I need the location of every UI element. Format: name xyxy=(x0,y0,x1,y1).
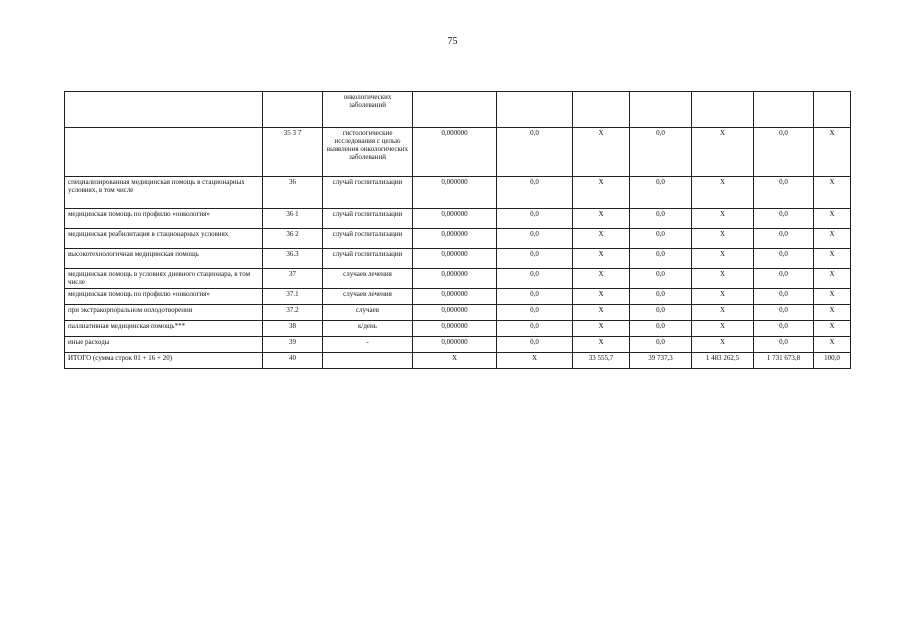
value-cell: Х xyxy=(814,229,851,249)
row-code-cell: 36 1 xyxy=(263,209,323,229)
value-cell: 0,000000 xyxy=(413,305,497,321)
row-name-cell xyxy=(65,92,263,128)
value-cell: 0,000000 xyxy=(413,229,497,249)
finance-table xyxy=(64,91,851,369)
value-cell: 0,0 xyxy=(630,289,692,305)
value-cell: 0,0 xyxy=(630,177,692,209)
value-cell: 0,0 xyxy=(630,249,692,269)
value-cell: 0,000000 xyxy=(413,128,497,177)
value-cell: Х xyxy=(573,229,630,249)
table-row xyxy=(65,229,851,249)
value-cell: Х xyxy=(814,128,851,177)
value-cell: Х xyxy=(814,269,851,289)
unit-cell: случаев лечения xyxy=(323,289,413,305)
value-cell: 0,0 xyxy=(497,249,573,269)
table-row xyxy=(65,321,851,337)
row-code-cell: 40 xyxy=(263,353,323,369)
value-cell: Х xyxy=(573,249,630,269)
value-cell: 0,0 xyxy=(497,128,573,177)
value-cell: 0,0 xyxy=(630,209,692,229)
value-cell: 0,000000 xyxy=(413,289,497,305)
value-cell: Х xyxy=(814,249,851,269)
row-name-cell: медицинская реабилитация в стационарных условиях xyxy=(65,229,263,249)
unit-cell: случай госпитализации xyxy=(323,229,413,249)
unit-cell: случай госпитализации xyxy=(323,249,413,269)
table-row xyxy=(65,289,851,305)
value-cell: 0,0 xyxy=(630,305,692,321)
value-cell: 0,0 xyxy=(497,177,573,209)
value-cell: Х xyxy=(692,337,754,353)
value-cell xyxy=(630,92,692,128)
unit-cell: к/день xyxy=(323,321,413,337)
value-cell: Х xyxy=(573,305,630,321)
value-cell: 0,0 xyxy=(630,128,692,177)
value-cell: Х xyxy=(573,177,630,209)
table-body xyxy=(65,92,851,369)
value-cell: 0,0 xyxy=(754,128,814,177)
unit-cell: онкологических заболеваний xyxy=(323,92,413,128)
value-cell: 100,0 xyxy=(814,353,851,369)
value-cell xyxy=(814,92,851,128)
value-cell: Х xyxy=(692,128,754,177)
value-cell: Х xyxy=(573,289,630,305)
value-cell: 0,0 xyxy=(630,269,692,289)
row-name-cell: ИТОГО (сумма строк 01 + 16 + 20) xyxy=(65,353,263,369)
value-cell: 0,0 xyxy=(754,229,814,249)
value-cell: 0,0 xyxy=(754,337,814,353)
row-name-cell xyxy=(65,128,263,177)
value-cell: 0,0 xyxy=(497,305,573,321)
unit-cell: - xyxy=(323,337,413,353)
value-cell: 0,0 xyxy=(630,321,692,337)
value-cell xyxy=(497,92,573,128)
value-cell: 0,0 xyxy=(754,321,814,337)
table-row xyxy=(65,305,851,321)
row-code-cell: 37.1 xyxy=(263,289,323,305)
value-cell: 0,0 xyxy=(497,209,573,229)
value-cell: 0,0 xyxy=(497,289,573,305)
value-cell: Х xyxy=(814,305,851,321)
value-cell: 0,0 xyxy=(497,229,573,249)
unit-cell xyxy=(323,353,413,369)
value-cell: Х xyxy=(814,321,851,337)
value-cell: 33 555,7 xyxy=(573,353,630,369)
value-cell: Х xyxy=(692,249,754,269)
row-name-cell: паллиативная медицинская помощь*** xyxy=(65,321,263,337)
unit-cell: случай госпитализации xyxy=(323,209,413,229)
unit-cell: случай госпитализации xyxy=(323,177,413,209)
value-cell: Х xyxy=(692,269,754,289)
value-cell: Х xyxy=(814,177,851,209)
value-cell: Х xyxy=(692,229,754,249)
value-cell: 0,0 xyxy=(630,229,692,249)
value-cell: Х xyxy=(692,289,754,305)
row-code-cell: 38 xyxy=(263,321,323,337)
value-cell: Х xyxy=(573,209,630,229)
table-row xyxy=(65,177,851,209)
value-cell: Х xyxy=(814,209,851,229)
row-code-cell: 39 xyxy=(263,337,323,353)
row-code-cell: 35 3 7 xyxy=(263,128,323,177)
value-cell: Х xyxy=(692,321,754,337)
value-cell: 1 731 673,8 xyxy=(754,353,814,369)
row-name-cell: медицинская помощь по профилю «онкология» xyxy=(65,209,263,229)
value-cell: 0,000000 xyxy=(413,321,497,337)
value-cell xyxy=(413,92,497,128)
unit-cell: случаев xyxy=(323,305,413,321)
table-row xyxy=(65,128,851,177)
value-cell: Х xyxy=(573,337,630,353)
value-cell: Х xyxy=(692,177,754,209)
value-cell: 0,0 xyxy=(497,321,573,337)
row-name-cell: медицинская помощь в условиях дневного стационара, в том числе xyxy=(65,269,263,289)
value-cell: 0,000000 xyxy=(413,337,497,353)
row-name-cell: при экстракорпоральном оплодотворении xyxy=(65,305,263,321)
value-cell: 1 483 262,5 xyxy=(692,353,754,369)
value-cell: 0,0 xyxy=(630,337,692,353)
value-cell: Х xyxy=(814,289,851,305)
value-cell: 0,000000 xyxy=(413,209,497,229)
value-cell: 0,0 xyxy=(754,305,814,321)
value-cell: Х xyxy=(573,128,630,177)
row-code-cell: 36 2 xyxy=(263,229,323,249)
value-cell: 0,0 xyxy=(754,249,814,269)
row-code-cell: 37 xyxy=(263,269,323,289)
value-cell: 0,000000 xyxy=(413,249,497,269)
value-cell: Х xyxy=(692,209,754,229)
value-cell: Х xyxy=(814,337,851,353)
row-code-cell: 36.3 xyxy=(263,249,323,269)
value-cell: 0,0 xyxy=(754,269,814,289)
row-code-cell: 37.2 xyxy=(263,305,323,321)
value-cell xyxy=(754,92,814,128)
value-cell xyxy=(573,92,630,128)
row-name-cell: иные расходы xyxy=(65,337,263,353)
table-row xyxy=(65,337,851,353)
value-cell: 0,0 xyxy=(497,337,573,353)
value-cell: 0,000000 xyxy=(413,177,497,209)
row-code-cell: 36 xyxy=(263,177,323,209)
table-row xyxy=(65,92,851,128)
value-cell: Х xyxy=(497,353,573,369)
row-name-cell: медицинская помощь по профилю «онкология» xyxy=(65,289,263,305)
page-number: 75 xyxy=(447,36,458,47)
table-row xyxy=(65,353,851,369)
unit-cell: гистологические исследования с целью выявления онкологических заболеваний xyxy=(323,128,413,177)
value-cell: 0,0 xyxy=(754,209,814,229)
table-row xyxy=(65,249,851,269)
value-cell: Х xyxy=(573,321,630,337)
value-cell: Х xyxy=(413,353,497,369)
value-cell: 0,0 xyxy=(497,269,573,289)
table-row xyxy=(65,209,851,229)
unit-cell: случаев лечения xyxy=(323,269,413,289)
value-cell: 0,0 xyxy=(754,177,814,209)
row-name-cell: высокотехнологичная медицинская помощь xyxy=(65,249,263,269)
value-cell: Х xyxy=(573,269,630,289)
value-cell xyxy=(692,92,754,128)
value-cell: 0,000000 xyxy=(413,269,497,289)
value-cell: Х xyxy=(692,305,754,321)
value-cell: 0,0 xyxy=(754,289,814,305)
row-name-cell: специализированная медицинская помощь в стационарных условиях, в том числе xyxy=(65,177,263,209)
row-code-cell xyxy=(263,92,323,128)
value-cell: 39 737,3 xyxy=(630,353,692,369)
table-row xyxy=(65,269,851,289)
